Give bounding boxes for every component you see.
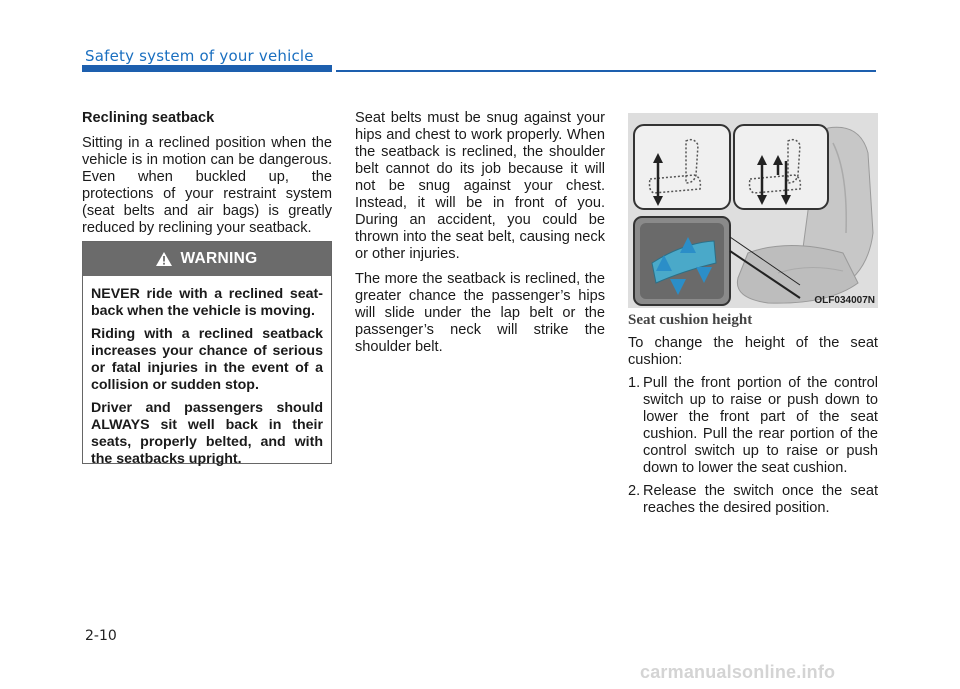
warning-paragraph: Riding with a reclined seatback increases your chance of serious or fatal injuries in the event of a collision or sudden stop. [91, 326, 323, 393]
header-bar [82, 65, 332, 72]
column-left [82, 110, 332, 245]
step-text: Pull the front portion of the control switch up to raise or push down to lower the front part of the seat cushion. Pull the rear portion of the control switch up to raise or push down to lower the seat cushion. [643, 375, 878, 476]
cushion-title: Seat cushion height [628, 312, 753, 328]
header-rule [336, 70, 876, 72]
warning-triangle-icon [156, 252, 172, 266]
seat-illustration [628, 113, 878, 308]
list-item [628, 483, 878, 517]
figure-code: OLF034007N [814, 295, 875, 306]
belts-paragraph: The more the seatback is reclined, the greater chance the passenger’s hips will slide under the lap belt or the passenger’s neck will strike the shoulder belt. [355, 271, 605, 355]
page-number: 2-10 [85, 628, 117, 644]
cushion-intro: To change the height of the seat cushion: [628, 335, 878, 368]
warning-body [83, 276, 331, 468]
step-number: 2. [628, 483, 641, 499]
column-middle [355, 110, 605, 364]
column-right [628, 312, 878, 523]
warning-paragraph: Driver and passengers should ALWAYS sit well back in their seats, properly belted, and with the seatbacks upright. [91, 400, 323, 467]
reclining-heading: Reclining seatback [82, 110, 215, 126]
warning-box [82, 241, 332, 467]
warning-header [83, 242, 331, 276]
warning-label: WARNING [180, 250, 258, 267]
warning-paragraph: NEVER ride with a reclined seat-back when the vehicle is moving. [91, 286, 323, 319]
step-number: 1. [628, 375, 641, 391]
step-text: Release the switch once the seat reaches the desired position. [643, 483, 878, 516]
seat-illustration-drawing [628, 113, 878, 308]
list-item [628, 375, 878, 477]
watermark-text: carmanualsonline.info [640, 662, 836, 682]
belts-paragraph: Seat belts must be snug against your hips and chest to work properly. When the seatback is reclined, the shoulder belt cannot do its job because it will not be snug against your chest. Instead, it will be in front of you. During an accident, you could be thrown into the seat belt, causing neck or other injuries. [355, 110, 605, 262]
reclining-body: Sitting in a reclined position when the vehicle is in motion can be dangerous. Even when buckled up, the protections of your restraint system (seat belts and air bags) is greatly reduced by reclining your seatback. [82, 135, 332, 236]
section-header-title: Safety system of your vehicle [85, 47, 314, 65]
